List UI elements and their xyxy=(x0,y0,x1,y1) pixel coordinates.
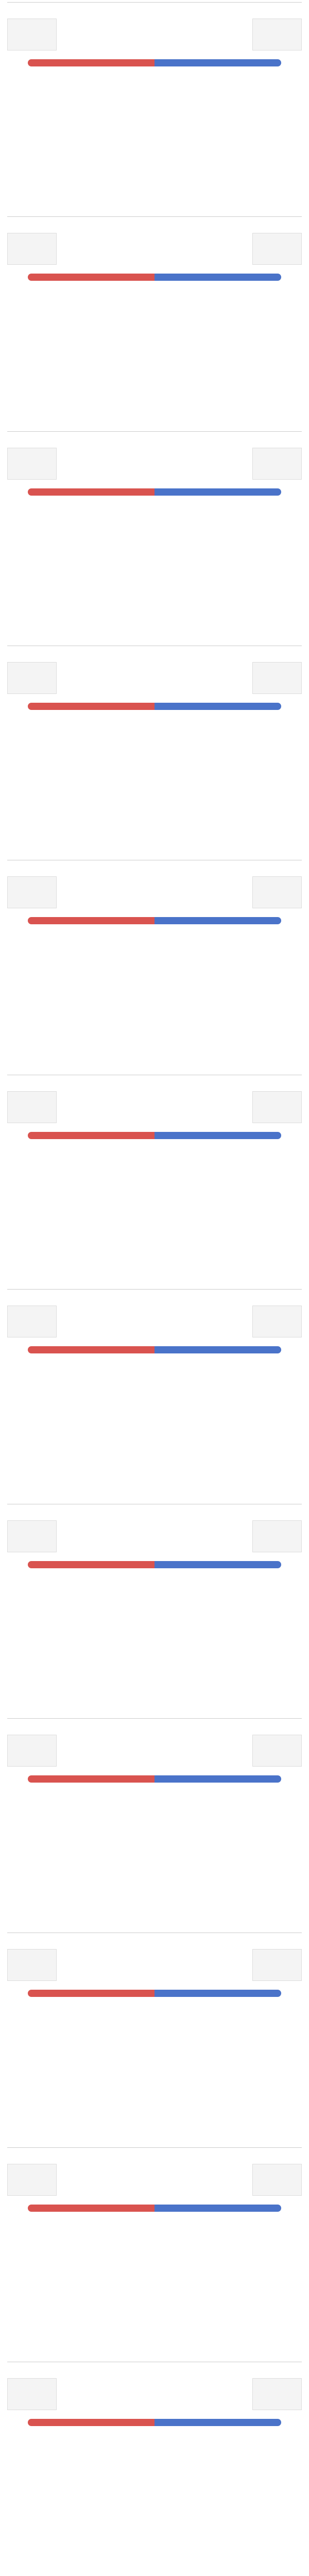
match-meta xyxy=(7,1933,302,1941)
match-summary xyxy=(7,2214,302,2219)
odds-bar xyxy=(28,488,281,496)
match-card xyxy=(0,643,309,858)
match-card xyxy=(0,1073,309,1287)
teams-row xyxy=(7,1513,302,1560)
odds-home-fill xyxy=(28,1346,154,1353)
home-team xyxy=(74,463,130,464)
match-card xyxy=(0,858,309,1072)
match-card xyxy=(0,0,309,214)
home-flag xyxy=(7,1520,57,1552)
away-team xyxy=(179,463,236,464)
away-team xyxy=(179,34,236,36)
match-analysis xyxy=(7,2261,302,2345)
match-meta xyxy=(7,1289,302,1298)
odds-away-fill xyxy=(154,703,281,710)
away-flag xyxy=(252,2164,302,2196)
match-meta xyxy=(7,1718,302,1727)
teams-row xyxy=(7,2156,302,2204)
odds-away-fill xyxy=(154,2419,281,2426)
match-meta xyxy=(7,216,302,225)
home-flag xyxy=(7,2378,57,2410)
odds-away-fill xyxy=(154,59,281,66)
teams-row xyxy=(7,1083,302,1131)
odds-bar xyxy=(28,2205,281,2212)
match-summary xyxy=(7,1355,302,1361)
away-flag xyxy=(252,1949,302,1981)
teams-row xyxy=(7,1941,302,1989)
odds-away-fill xyxy=(154,2205,281,2212)
match-summary xyxy=(7,712,302,717)
home-team xyxy=(74,1750,130,1751)
match-analysis xyxy=(7,1403,302,1486)
match-card xyxy=(0,1930,309,2145)
odds-bar xyxy=(28,917,281,924)
home-team xyxy=(74,1964,130,1966)
away-flag xyxy=(252,448,302,480)
odds-away-fill xyxy=(154,1775,281,1783)
odds-home-fill xyxy=(28,1561,154,1568)
away-team xyxy=(179,1106,236,1108)
match-summary xyxy=(7,1999,302,2004)
odds-bar xyxy=(28,1132,281,1139)
away-team xyxy=(179,1750,236,1751)
match-summary xyxy=(7,69,302,74)
away-team xyxy=(179,1535,236,1537)
teams-row xyxy=(7,1298,302,1345)
away-flag xyxy=(252,1735,302,1767)
match-analysis xyxy=(7,2046,302,2130)
teams-row xyxy=(7,440,302,487)
away-flag xyxy=(252,662,302,694)
away-flag xyxy=(252,1520,302,1552)
odds-home-fill xyxy=(28,59,154,66)
teams-row xyxy=(7,654,302,702)
match-card xyxy=(0,214,309,429)
teams-row xyxy=(7,2370,302,2418)
home-team xyxy=(74,1535,130,1537)
prediction-box xyxy=(43,2223,266,2257)
match-card xyxy=(0,1502,309,1716)
home-team xyxy=(74,34,130,36)
odds-away-fill xyxy=(154,917,281,924)
odds-away-fill xyxy=(154,274,281,281)
home-flag xyxy=(7,19,57,50)
match-card xyxy=(0,429,309,643)
match-summary xyxy=(7,1785,302,1790)
match-meta xyxy=(7,2362,302,2370)
match-meta xyxy=(7,646,302,654)
odds-bar xyxy=(28,1990,281,1997)
teams-row xyxy=(7,225,302,273)
home-flag xyxy=(7,448,57,480)
home-team xyxy=(74,1106,130,1108)
prediction-box xyxy=(43,1580,266,1614)
home-team xyxy=(74,248,130,250)
prediction-box xyxy=(43,78,266,112)
match-meta xyxy=(7,431,302,440)
home-team xyxy=(74,2179,130,2180)
away-team xyxy=(179,892,236,893)
odds-home-fill xyxy=(28,2419,154,2426)
match-summary xyxy=(7,1141,302,1146)
odds-home-fill xyxy=(28,703,154,710)
home-flag xyxy=(7,662,57,694)
odds-home-fill xyxy=(28,488,154,496)
odds-bar xyxy=(28,274,281,281)
match-card xyxy=(0,2360,309,2574)
match-analysis xyxy=(7,974,302,1057)
home-flag xyxy=(7,1735,57,1767)
home-flag xyxy=(7,2164,57,2196)
match-analysis xyxy=(7,545,302,629)
match-analysis xyxy=(7,2476,302,2559)
match-summary xyxy=(7,1570,302,1575)
odds-away-fill xyxy=(154,1132,281,1139)
match-analysis xyxy=(7,116,302,199)
odds-away-fill xyxy=(154,488,281,496)
odds-away-fill xyxy=(154,1561,281,1568)
match-meta xyxy=(7,1075,302,1083)
odds-home-fill xyxy=(28,1990,154,1997)
home-team xyxy=(74,1321,130,1323)
away-flag xyxy=(252,2378,302,2410)
match-meta xyxy=(7,1504,302,1513)
teams-row xyxy=(7,11,302,58)
match-card xyxy=(0,1716,309,1930)
match-card xyxy=(0,2574,309,2576)
away-flag xyxy=(252,1091,302,1123)
teams-row xyxy=(7,869,302,916)
away-flag xyxy=(252,19,302,50)
away-team xyxy=(179,2394,236,2395)
match-summary xyxy=(7,498,302,503)
prediction-box xyxy=(43,2008,266,2042)
odds-bar xyxy=(28,1775,281,1783)
away-team xyxy=(179,677,236,679)
odds-away-fill xyxy=(154,1990,281,1997)
match-analysis xyxy=(7,1832,302,1916)
match-meta xyxy=(7,860,302,869)
odds-home-fill xyxy=(28,917,154,924)
match-analysis xyxy=(7,759,302,843)
away-team xyxy=(179,1321,236,1323)
away-flag xyxy=(252,1306,302,1337)
away-team xyxy=(179,1964,236,1966)
match-card xyxy=(0,1287,309,1501)
prediction-box xyxy=(43,1365,266,1399)
away-team xyxy=(179,248,236,250)
teams-row xyxy=(7,1727,302,1774)
odds-home-fill xyxy=(28,2205,154,2212)
prediction-box xyxy=(43,1150,266,1184)
home-team xyxy=(74,2394,130,2395)
odds-bar xyxy=(28,1346,281,1353)
prediction-box xyxy=(43,2437,266,2471)
match-meta xyxy=(7,2,302,11)
home-flag xyxy=(7,1306,57,1337)
match-meta xyxy=(7,2147,302,2156)
match-analysis xyxy=(7,330,302,414)
odds-home-fill xyxy=(28,1132,154,1139)
away-flag xyxy=(252,876,302,908)
prediction-box xyxy=(43,936,266,970)
odds-away-fill xyxy=(154,1346,281,1353)
prediction-box xyxy=(43,507,266,541)
match-card xyxy=(0,2145,309,2360)
odds-home-fill xyxy=(28,1775,154,1783)
away-flag xyxy=(252,233,302,265)
prediction-box xyxy=(43,1794,266,1828)
prediction-box xyxy=(43,721,266,755)
match-summary xyxy=(7,926,302,931)
home-flag xyxy=(7,1949,57,1981)
odds-home-fill xyxy=(28,274,154,281)
odds-bar xyxy=(28,1561,281,1568)
away-team xyxy=(179,2179,236,2180)
home-flag xyxy=(7,1091,57,1123)
odds-bar xyxy=(28,703,281,710)
home-flag xyxy=(7,233,57,265)
match-summary xyxy=(7,2428,302,2433)
home-team xyxy=(74,892,130,893)
odds-bar xyxy=(28,59,281,66)
home-flag xyxy=(7,876,57,908)
match-analysis xyxy=(7,1618,302,1701)
prediction-box xyxy=(43,292,266,326)
home-team xyxy=(74,677,130,679)
match-summary xyxy=(7,283,302,288)
odds-bar xyxy=(28,2419,281,2426)
match-analysis xyxy=(7,1189,302,1272)
